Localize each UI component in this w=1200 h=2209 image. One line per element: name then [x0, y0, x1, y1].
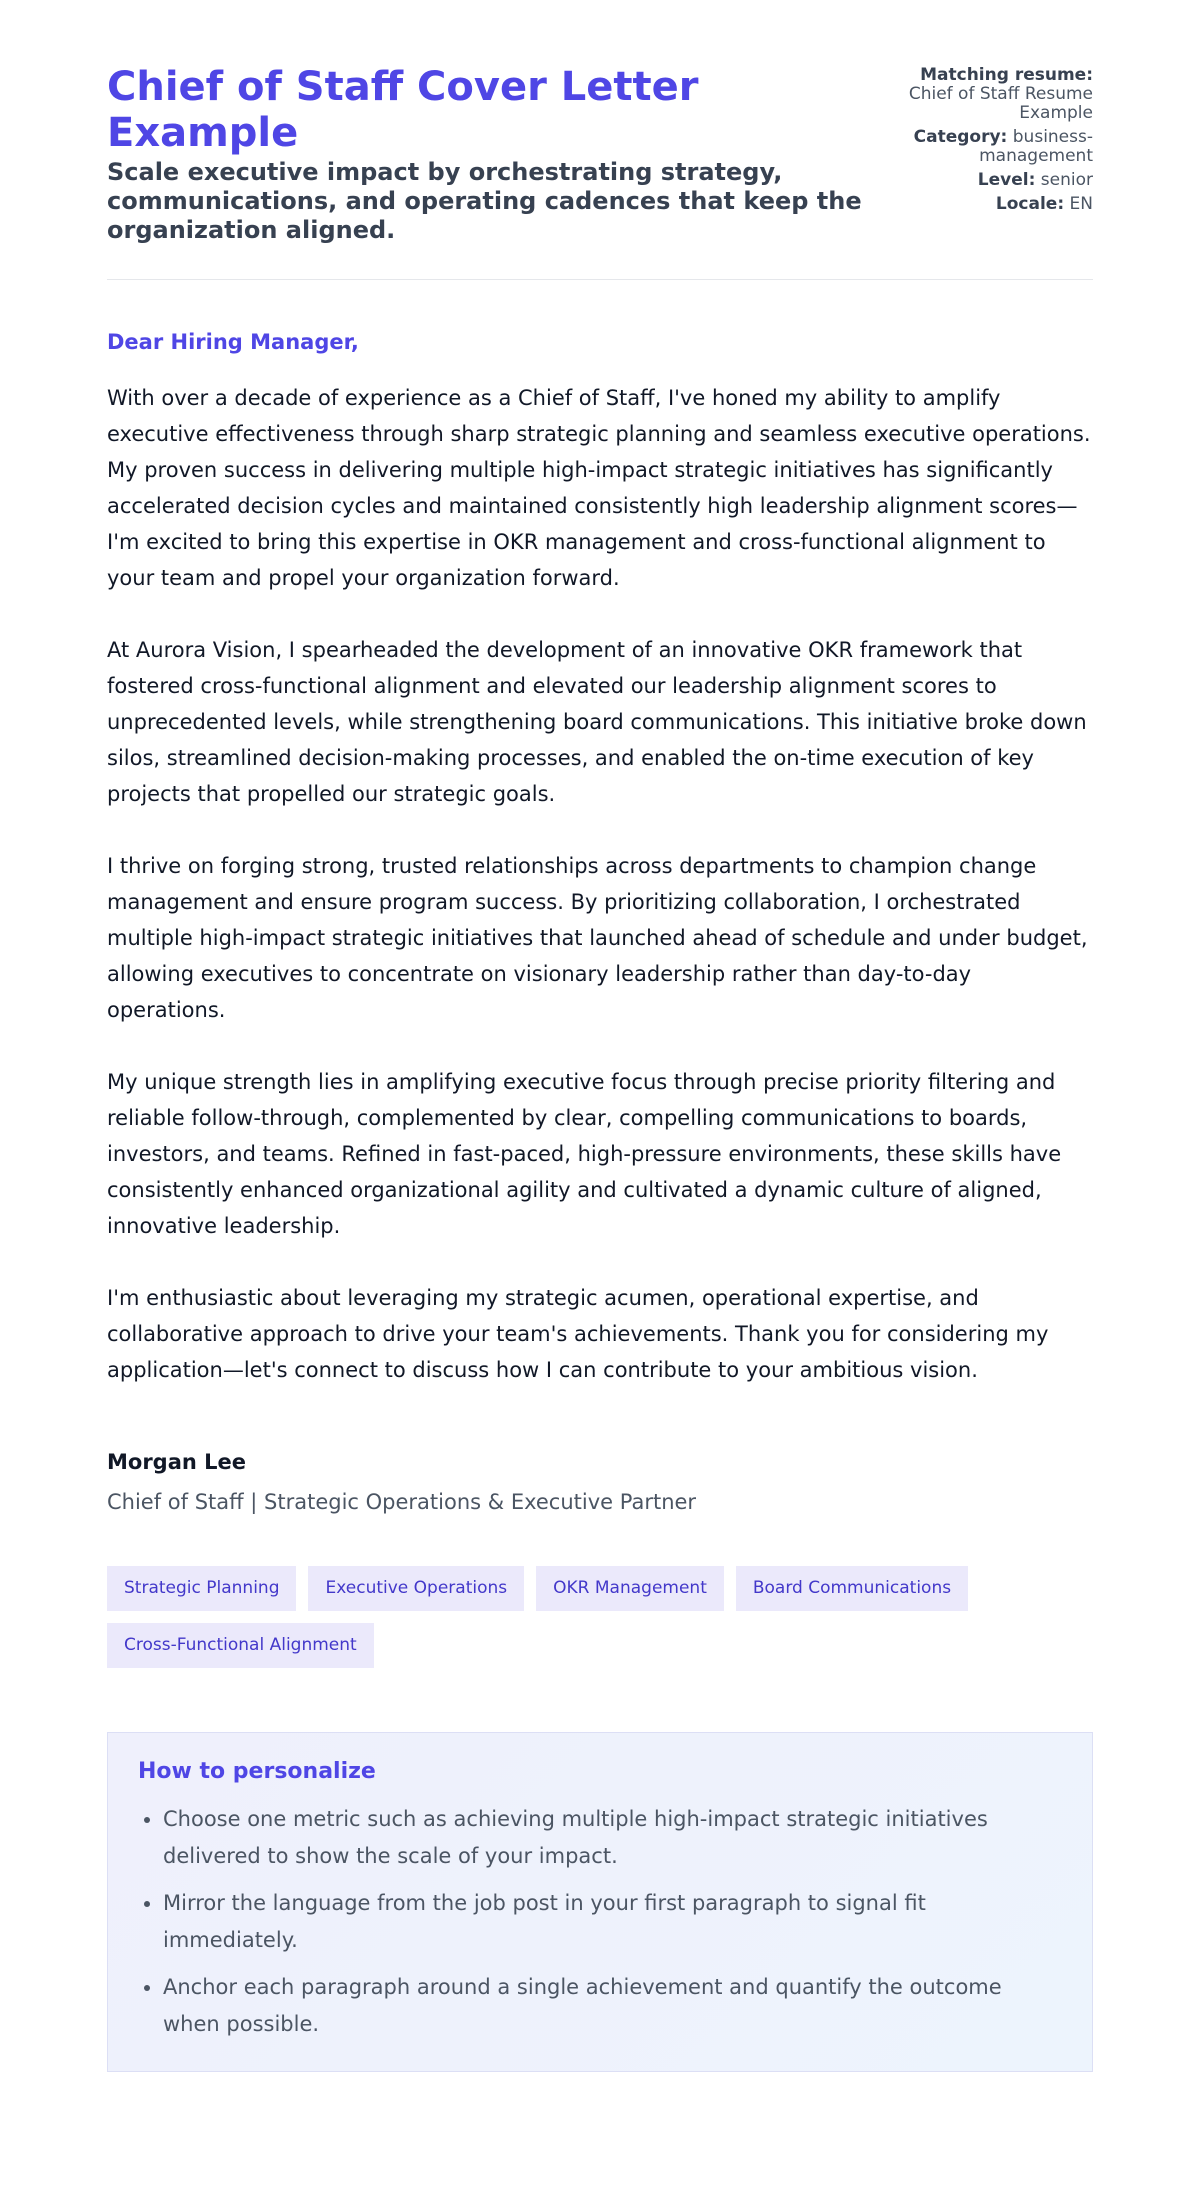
skill-tag: Executive Operations — [308, 1566, 524, 1611]
meta-value: business-management — [979, 127, 1093, 166]
meta-value: senior — [1040, 170, 1093, 190]
meta-matching-resume — [873, 66, 1093, 123]
letter-paragraph: With over a decade of experience as a Chief of Staff, I've honed my ability to amplify executive effectiveness through sharp strategic planning and seamless executive operations. My proven success in delivering multiple high-impact strategic initiatives has significantly accelerated decision cycles and maintained consistently high leadership alignment scores—I'm excited to bring this expertise in OKR management and cross-functional alignment to your team and propel your organization forward. — [107, 386, 1091, 590]
meta-locale — [873, 195, 1093, 214]
tips-title: How to personalize — [138, 1759, 376, 1784]
skill-tag: OKR Management — [536, 1566, 724, 1611]
greeting: Dear Hiring Manager, — [107, 330, 359, 354]
personalize-tips-box — [107, 1732, 1093, 2072]
letter-paragraph: At Aurora Vision, I spearheaded the development of an innovative OKR framework that fostered cross-functional alignment and elevated our leadership alignment scores to unprecedented levels, while strengthening board communications. This initiative broke down silos, streamlined decision-making processes, and enabled the on-time execution of key projects that propelled our strategic goals. — [107, 638, 1087, 806]
meta-panel — [873, 66, 1093, 219]
skill-tag: Cross-Functional Alignment — [107, 1623, 374, 1668]
letter-paragraph: I'm enthusiastic about leveraging my strategic acumen, operational expertise, and collaborative approach to drive your team's achievements. Thank you for considering my application—let's connect to discuss how I can contribute to your ambitious vision. — [107, 1286, 1049, 1382]
page-header — [107, 64, 1093, 280]
meta-category — [873, 128, 1093, 166]
meta-label: Matching resume: — [920, 65, 1093, 85]
page-title: Chief of Staff Cover Letter Example — [107, 64, 699, 156]
page-subtitle: Scale executive impact by orchestrating strategy, communications, and operating cadences that keep the organization aligned. — [107, 158, 862, 244]
meta-label: Level: — [977, 170, 1036, 190]
skill-tags — [107, 1566, 1093, 1668]
tip-item: • Anchor each paragraph around a single achievement and quantify the outcome when possible. — [163, 1969, 1062, 2043]
meta-label: Locale: — [995, 194, 1065, 214]
meta-value: Chief of Staff Resume Example — [908, 84, 1093, 123]
signature-title: Chief of Staff | Strategic Operations & Executive Partner — [107, 1490, 697, 1514]
letter-paragraph: My unique strength lies in amplifying executive focus through precise priority filtering and reliable follow-through, complemented by clear, compelling communications to boards, investors, and teams. Refined in fast-paced, high-pressure environments, these skills have consistently enhanced organizational agility and cultivated a dynamic culture of aligned, innovative leadership. — [107, 1070, 1062, 1238]
meta-level — [873, 171, 1093, 190]
meta-value: EN — [1069, 194, 1093, 214]
signature-block — [107, 1448, 1093, 1516]
tip-item: • Mirror the language from the job post in your first paragraph to signal fit immediately. — [163, 1885, 1062, 1959]
header-titles — [107, 64, 867, 245]
letter-paragraph: I thrive on forging strong, trusted relationships across departments to champion change management and ensure program success. By prioritizing collaboration, I orchestrated multiple high-impact strategic initiatives that launched ahead of schedule and under budget, allowing executives to concentrate on visionary leadership rather than day-to-day operations. — [107, 854, 1088, 1022]
skill-tag: Board Communications — [736, 1566, 968, 1611]
skill-tag: Strategic Planning — [107, 1566, 296, 1611]
tips-list — [138, 1801, 1062, 2043]
tip-item: • Choose one metric such as achieving multiple high-impact strategic initiatives delivered to show the scale of your impact. — [163, 1801, 1062, 1875]
signature-name: Morgan Lee — [107, 1450, 247, 1474]
letter-body — [107, 328, 1093, 1388]
meta-label: Category: — [913, 127, 1008, 147]
